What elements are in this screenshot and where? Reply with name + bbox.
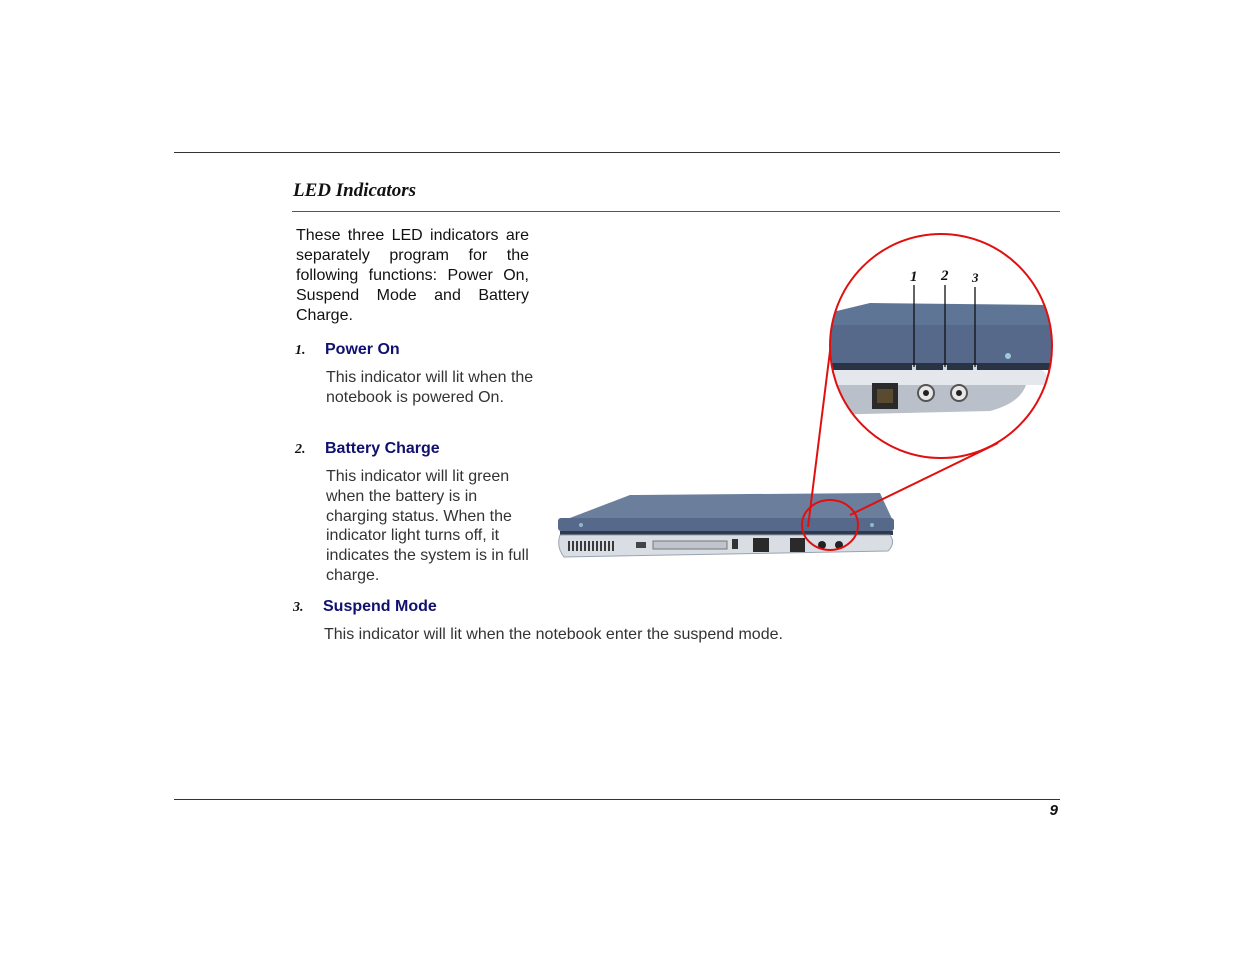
item-title-battery-charge: Battery Charge <box>325 440 440 457</box>
item-number-power-on: 1. <box>295 343 306 358</box>
header-rule <box>174 152 1060 153</box>
item-title-power-on: Power On <box>325 341 400 358</box>
footer-rule <box>174 799 1060 800</box>
section-title: LED Indicators <box>293 180 416 201</box>
page-number: 9 <box>1049 802 1058 819</box>
item-description-suspend-mode: This indicator will lit when the notebook enter the suspend mode. <box>324 626 783 643</box>
callout-label-1: 1 <box>910 269 918 285</box>
item-number-suspend-mode: 3. <box>293 600 304 615</box>
intro-paragraph: These three LED indicators are separately program for the following functions: Power On, Suspend Mode and Battery Charge. <box>296 227 529 324</box>
callout-label-2: 2 <box>941 268 949 284</box>
item-description-power-on: This indicator will lit when the notebook is powered On. <box>326 369 534 406</box>
item-description-battery-charge: This indicator will lit green when the battery is in charging status. When the indicator light turns off, it indicates the system is in full charge. <box>326 468 529 584</box>
item-title-suspend-mode: Suspend Mode <box>323 598 437 615</box>
section-title-rule <box>292 211 1060 212</box>
item-number-battery-charge: 2. <box>295 442 306 457</box>
laptop-side-view-figure <box>550 225 1060 570</box>
callout-label-3: 3 <box>972 270 979 285</box>
magnified-led-view <box>810 225 1060 485</box>
